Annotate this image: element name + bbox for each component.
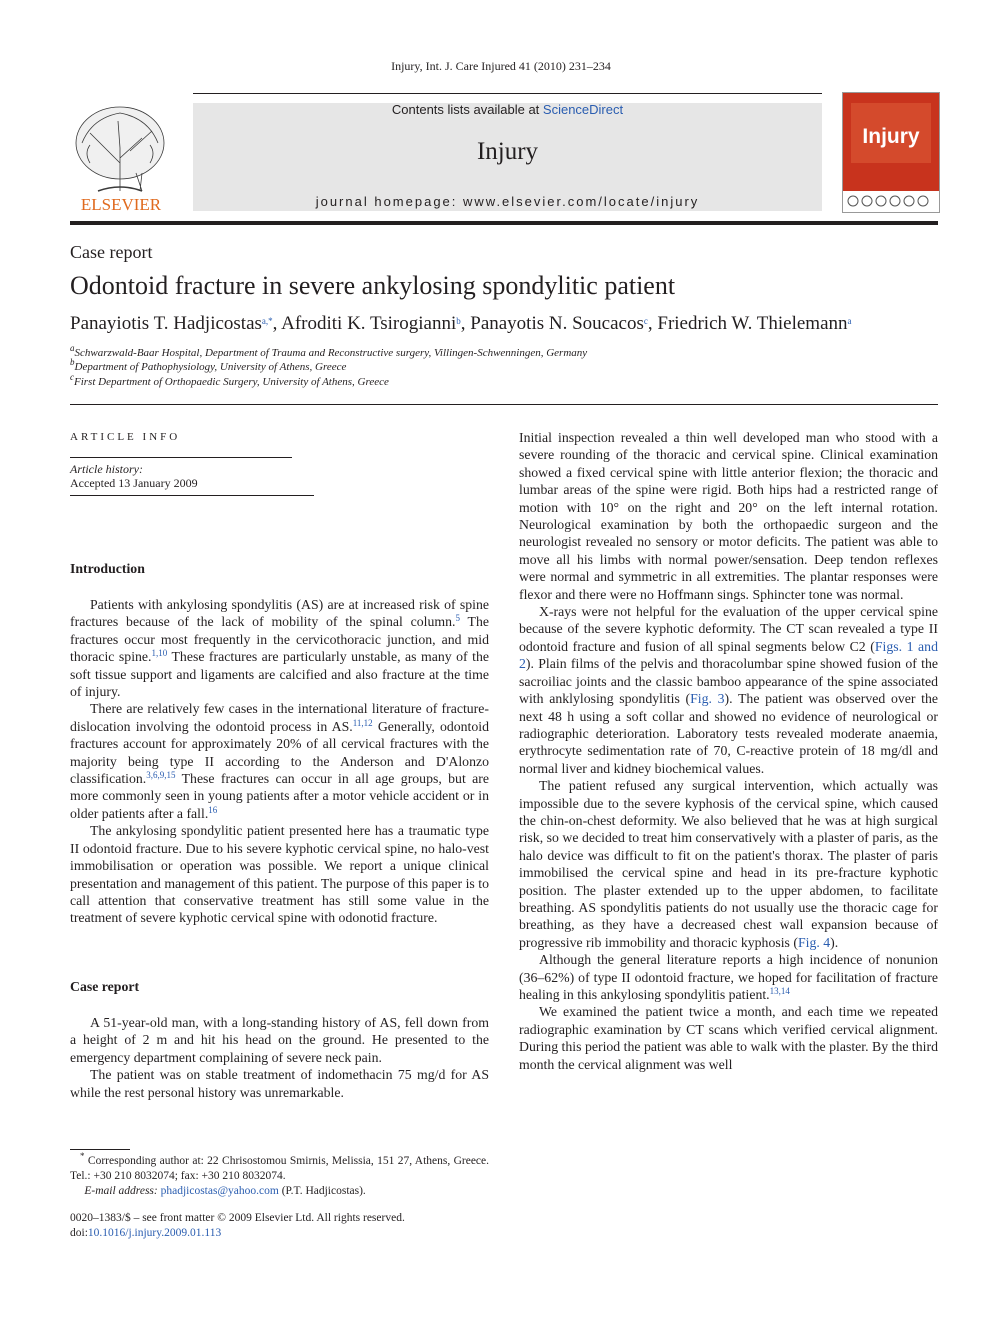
right-column-text [519, 429, 938, 1073]
author-name: Panayiotis T. Hadjicostas [70, 313, 262, 334]
journal-cover-thumbnail [842, 92, 940, 213]
citation-ref[interactable]: 16 [208, 804, 218, 815]
citation-ref[interactable]: 3,6,9,15 [146, 770, 176, 781]
footnote-email [70, 1184, 489, 1199]
author-affiliation-mark[interactable]: a,* [261, 316, 273, 326]
journal-citation: Injury, Int. J. Care Injured 41 (2010) 231–234 [391, 59, 611, 73]
header-top-rule [193, 93, 822, 94]
email-label: E-mail address: [84, 1185, 161, 1197]
footnote-text: (P.T. Hadjicostas). [278, 1185, 366, 1197]
author-list [70, 313, 852, 335]
citation-ref[interactable]: 11,12 [352, 717, 373, 728]
society-logos-icon [843, 191, 939, 212]
paragraph: The patient was on stable treatment of indomethacin 75 mg/d for AS while the rest personal history was unremarkable. [70, 1067, 489, 1100]
affiliation-b [70, 357, 347, 373]
citation-ref[interactable]: 5 [455, 613, 460, 624]
text-run: These fractures are particularly unstable, as many of the soft tissue support and ligaments are calcified and also fracture at the time of injury. [70, 649, 490, 700]
paragraph [70, 700, 489, 822]
contents-available-line [193, 102, 822, 117]
sciencedirect-link[interactable]: ScienceDirect [542, 102, 624, 117]
article-type: Case report [70, 242, 153, 262]
affiliation-text: First Department of Orthopaedic Surgery, University of Athens, Greece [74, 376, 389, 388]
contents-prefix: Contents lists available at [391, 102, 543, 117]
elsevier-tree-icon [70, 103, 172, 213]
doi-link[interactable]: 10.1016/j.injury.2009.01.113 [87, 1227, 222, 1239]
cover-logo-strip [843, 191, 939, 212]
footnote-corresponding [70, 1151, 490, 1184]
author-name: Afroditi K. Tsirogianni [281, 313, 457, 334]
corresponding-author-footnote [70, 1151, 490, 1199]
header-thick-rule [70, 221, 938, 225]
citation-ref[interactable]: 1,10 [151, 648, 168, 659]
author-separator: , [460, 313, 471, 334]
paragraph [519, 603, 938, 777]
article-info-rule [70, 457, 292, 458]
text-run: ). Plain films of the pelvis and thoracolumbar spine showed fusion of the sacroiliac joints and the classic bamboo appearance of the spine associated with anklylosing spondylitis ( [519, 656, 938, 707]
article-info-heading: ARTICLE INFO [70, 431, 181, 443]
left-column-text-case [70, 1014, 489, 1101]
doi-label: doi: [70, 1227, 88, 1239]
text-run: These fractures can occur in all age groups, but are more commonly seen in young patients after a motor vehicle accident or in older patients after a fall. [70, 771, 489, 821]
author-affiliation-mark[interactable]: c [643, 316, 648, 326]
affiliation-label: a [70, 343, 75, 353]
paragraph [519, 777, 938, 951]
affiliation-label: b [70, 357, 75, 367]
paragraph: A 51-year-old man, with a long-standing history of AS, fell down from a height of 2 m and hit his head on the ground. He presented to the emergency department complaining of severe neck pain. [70, 1015, 489, 1065]
doi-line [70, 1227, 221, 1239]
affiliation-text: Schwarzwald-Baar Hospital, Department of Trauma and Reconstructive surgery, Villingen-Schwenningen, Germany [74, 347, 588, 359]
article-title: Odontoid fracture in severe ankylosing spondylitic patient [70, 271, 676, 300]
text-run: ). The patient was observed over the next 48 h using a soft collar and showed no evidence of neurological or radiographic deterioration. Laboratory tests revealed moderate anaemia, erythrocyte sedimentation rate of 70, C-reactive protein of 18 mg/dl and normal liver and kidney biochemical values. [519, 691, 938, 776]
email-link[interactable]: phadjicostas@yahoo.com [160, 1185, 279, 1197]
article-history-value: Accepted 13 January 2009 [70, 476, 198, 490]
author-name: Friedrich W. Thielemann [657, 313, 848, 334]
paragraph [70, 596, 489, 700]
text-run: X-rays were not helpful for the evaluation of the upper cervical spine because of the severe kyphotic deformity. The CT scan revealed a type II odontoid fracture and fusion of all spinal segments below C2 ( [519, 604, 938, 654]
text-run: The patient refused any surgical intervention, which actually was impossible due to the severe kyphosis of the cervical spine, which caused the chin-on-chest deformity. We also believed that he was at high surgical risk, so we decided to treat him conservatively with a plaster of paris, as the halo device was difficult to fit on the patient's thorax. The plaster of paris immobilised the cervical spine and head in its pre-fracture kyphotic position. The plaster extended up to the upper abdomen, to facilitate breathing. AS spondylitis patients do not usually use the thoracic cage for breathing, as they have a decreased chest wall expansion because of progressive rib immobility and thoracic kyphosis ( [519, 778, 938, 950]
section-heading-introduction: Introduction [70, 561, 145, 576]
paragraph: We examined the patient twice a month, and each time we repeated radiographic examination by CT scans which verified cervical alignment. During this period the patient was able to walk with the plaster. By the third month the cervical alignment was well [519, 1004, 938, 1072]
citation-ref[interactable]: 13,14 [769, 986, 790, 996]
text-run: ). [830, 934, 839, 950]
paragraph: Initial inspection revealed a thin well developed man who stood with a severe rounding of the thoracic and cervical spine. Clinical examination showed a fixed cervical spine with little anterior flexion; the thoracic and lumbar areas of the spine were rigid. Both hips had a restricted range of motion with 10° on the right and 20° on the left internal rotation. Neurological examination by both the orthopaedic surgeon and the neurologist revealed no sensory or motor deficits. The patient was able to move all his limbs with normal power/sensation. Deep tendon reflexes were normal and symmetric in all extremities. The plantar responses were flexor and there were no Hoffmann sings. Sphincter tone was normal. [519, 430, 938, 602]
text-run: Generally, odontoid fractures account for approximately 20% of all cervical fractures with the majority being type II according to the Anderson and D'Alonzo classification. [70, 718, 489, 787]
author-name: Panayotis N. Soucacos [470, 313, 644, 334]
author-affiliation-mark[interactable]: a [847, 316, 852, 326]
article-info-rule [70, 495, 314, 496]
affiliation-a [70, 343, 588, 359]
svg-text:ELSEVIER: ELSEVIER [80, 195, 162, 213]
journal-title: Injury [476, 138, 539, 165]
affiliation-rule [70, 404, 938, 405]
affiliation-label: c [70, 372, 74, 382]
cover-title: Injury [862, 125, 920, 148]
figure-link[interactable]: Fig. 4 [797, 934, 831, 950]
figure-link[interactable]: Figs. 1 and 2 [519, 638, 938, 672]
author-separator: , [647, 313, 658, 334]
paragraph: The ankylosing spondylitic patient presented here has a traumatic type II odontoid fracture. Due to his severe kyphotic cervical spine, no halo-vest immobilisation or operation was possible. We report a unique clinical presentation and management of this patient. The purpose of this paper is to call attention that conservative treatment has still some value in the treatment of severe kyphotic cervical spine with odonotid fracture. [70, 823, 489, 926]
footnote-rule [70, 1149, 130, 1150]
author-separator: , [272, 313, 282, 334]
affiliation-text: Department of Pathophysiology, University of Athens, Greece [74, 361, 347, 373]
text-run: The fractures occur most frequently in the cervicothoracic junction, and mid thoracic spine. [70, 614, 489, 665]
affiliation-c [70, 372, 389, 388]
article-history-label: Article history: [70, 462, 143, 476]
figure-link[interactable]: Fig. 3 [690, 691, 725, 707]
elsevier-logo [70, 103, 172, 213]
section-heading-case-report: Case report [70, 979, 140, 994]
text-run: Although the general literature reports a high incidence of nonunion (36–62%) of type II odontoid fracture, we hoped for facilitation of fracture healing in this ankylosing spondylitis patient. [519, 952, 938, 1002]
footnote-text: Corresponding author at: 22 Chrisostomou Smirnis, Melissia, 151 27, Athens, Greece. Tel.: +30 210 8032074; fax: +30 210 8032074. [70, 1155, 490, 1182]
footnote-mark: * [80, 1151, 85, 1161]
journal-homepage[interactable]: journal homepage: www.elsevier.com/locate/injury [315, 194, 700, 209]
paragraph [519, 951, 938, 1003]
author-affiliation-mark[interactable]: b [456, 316, 461, 326]
left-column-text [70, 596, 489, 927]
text-run: Patients with ankylosing spondylitis (AS) are at increased risk of spine fractures because of the lack of mobility of the spinal column. [70, 597, 489, 630]
text-run: There are relatively few cases in the international literature of fracture-dislocation involving the odontoid process in AS. [70, 701, 489, 734]
issn-copyright: 0020–1383/$ – see front matter © 2009 Elsevier Ltd. All rights reserved. [70, 1212, 405, 1224]
